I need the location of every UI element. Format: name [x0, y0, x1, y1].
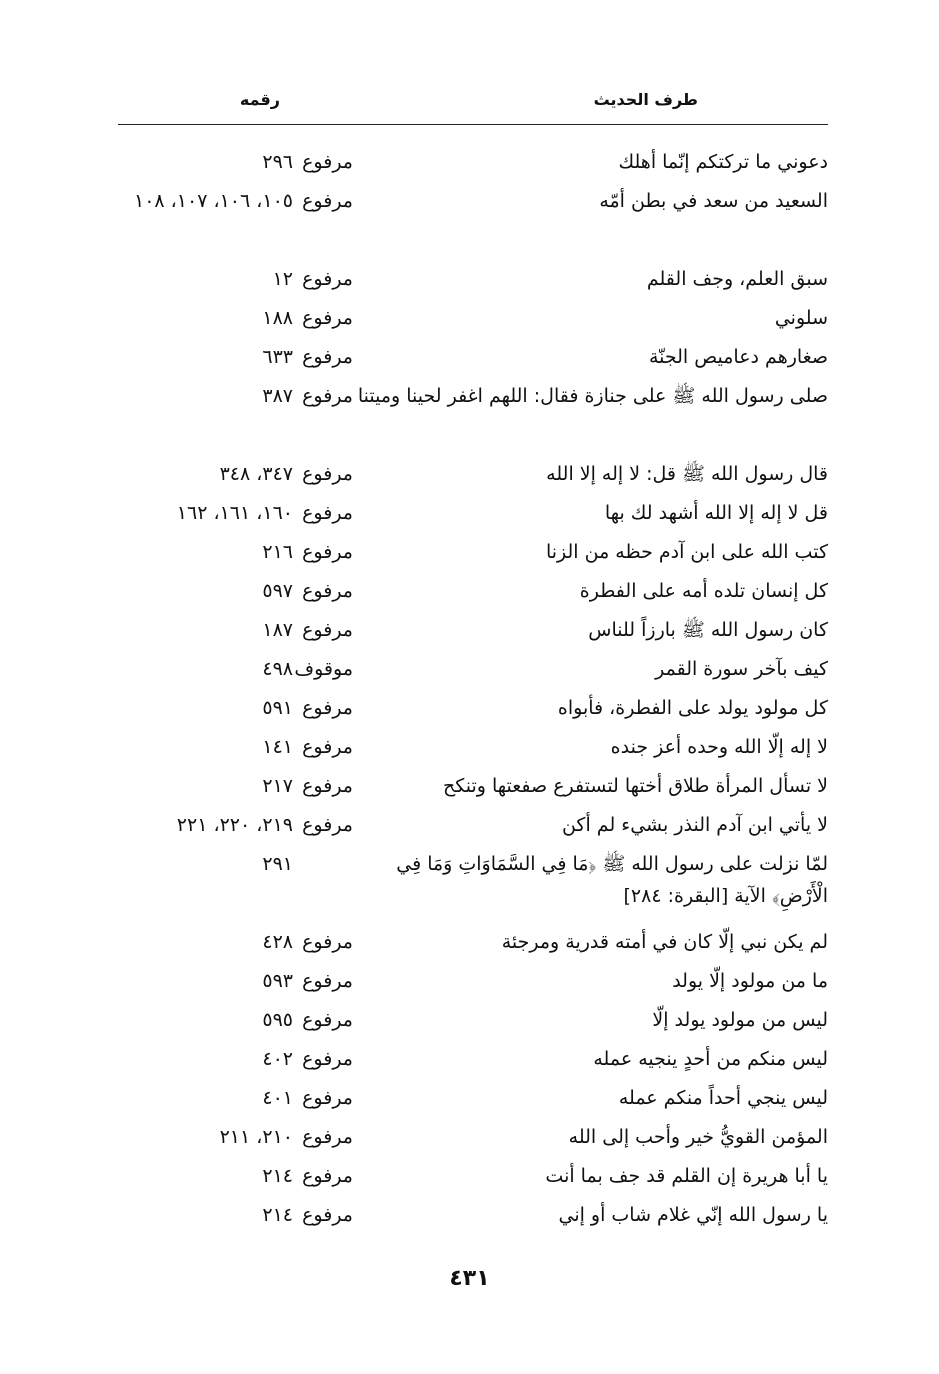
hadith-numbers: ٢١٩، ٢٢٠، ٢٢١ — [176, 814, 293, 836]
index-entry — [118, 573, 828, 612]
hadith-status: مرفوع — [302, 1204, 353, 1226]
hadith-numbers: ٢٩١ — [262, 853, 293, 875]
hadith-status: مرفوع — [302, 190, 353, 212]
hadith-status: مرفوع — [302, 1009, 353, 1031]
hadith-numbers: ٥٩٧ — [262, 580, 293, 602]
index-entry — [118, 1002, 828, 1041]
hadith-numbers: ٤٠٢ — [262, 1048, 293, 1070]
index-entry — [118, 651, 828, 690]
index-entry — [118, 495, 828, 534]
hadith-status: مرفوع — [302, 970, 353, 992]
hadith-text: كان رسول الله ﷺ بارزاً للناس — [588, 619, 828, 641]
hadith-status — [293, 846, 353, 848]
hadith-numbers: ٥٩٣ — [262, 970, 293, 992]
index-entry — [118, 300, 828, 339]
hadith-text: سبق العلم، وجف القلم — [646, 268, 828, 290]
hadith-status: مرفوع — [302, 814, 353, 836]
hadith-status: مرفوع — [302, 1087, 353, 1109]
hadith-numbers: ١٨٧ — [262, 619, 293, 641]
hadith-numbers: ٢١٠، ٢١١ — [219, 1126, 293, 1148]
hadith-text: لمّا نزلت على رسول الله ﷺ ﴿مَا فِي السَّمَاوَاتِ وَمَا فِي الْأَرْضِ﴾ الآية [البقرة: ٢٨٤] — [396, 853, 828, 907]
index-entry — [118, 924, 828, 963]
hadith-text: ليس من مولود يولد إلّا — [652, 1009, 828, 1031]
index-entry — [118, 729, 828, 768]
index-entry — [118, 339, 828, 378]
table-header — [118, 90, 828, 120]
hadith-text: كتب الله على ابن آدم حظه من الزنا — [545, 541, 828, 563]
hadith-text: السعيد من سعد في بطن أمّه — [599, 190, 828, 212]
hadith-text: لا إله إلّا الله وحده أعز جنده — [610, 736, 828, 758]
hadith-status: مرفوع — [302, 1126, 353, 1148]
index-entry — [118, 144, 828, 183]
hadith-text: ما من مولود إلّا يولد — [672, 970, 828, 992]
hadith-text: المؤمن القويُّ خير وأحب إلى الله — [568, 1126, 828, 1148]
hadith-text: ليس منكم من أحدٍ ينجيه عمله — [593, 1048, 828, 1070]
hadith-text: كيف بآخر سورة القمر — [655, 658, 828, 680]
hadith-numbers: ٤٢٨ — [262, 931, 293, 953]
hadith-numbers: ٦٣٣ — [262, 346, 293, 368]
hadith-numbers: ٢١٤ — [262, 1204, 293, 1226]
hadith-numbers: ٣٤٧، ٣٤٨ — [219, 463, 293, 485]
hadith-text: كل مولود يولد على الفطرة، فأبواه — [557, 697, 828, 719]
hadith-numbers: ٢٩٦ — [262, 151, 293, 173]
hadith-status: موقوف — [294, 658, 353, 680]
index-entry — [118, 1041, 828, 1080]
hadith-numbers: ٤٠١ — [262, 1087, 293, 1109]
index-entry — [118, 1119, 828, 1158]
hadith-numbers: ٤٩٨ — [262, 658, 293, 680]
hadith-text: دعوني ما تركتكم إنّما أهلك — [618, 151, 828, 173]
number-column-heading: رقمه — [239, 90, 280, 109]
index-entry — [118, 183, 828, 261]
hadith-text: كل إنسان تلده أمه على الفطرة — [579, 580, 828, 602]
hadith-status: مرفوع — [302, 307, 353, 329]
index-entry — [118, 456, 828, 495]
hadith-status: مرفوع — [302, 580, 353, 602]
index-entry — [118, 612, 828, 651]
hadith-status: مرفوع — [302, 268, 353, 290]
hadith-text: يا أبا هريرة إن القلم قد جف بما أنت — [545, 1165, 828, 1187]
hadith-text: لم يكن نبي إلّا كان في أمته قدرية ومرجئة — [501, 931, 828, 953]
hadith-status: مرفوع — [302, 541, 353, 563]
hadith-text: ليس ينجي أحداً منكم عمله — [618, 1087, 828, 1109]
hadith-numbers: ١٤١ — [262, 736, 293, 758]
index-entry — [118, 1080, 828, 1119]
hadith-status: مرفوع — [302, 931, 353, 953]
hadith-status: مرفوع — [302, 1048, 353, 1070]
hadith-numbers: ٢١٤ — [262, 1165, 293, 1187]
index-entry — [118, 963, 828, 1002]
hadith-text: صغارهم دعاميص الجنّة — [648, 346, 828, 368]
hadith-index-list — [118, 144, 828, 1236]
hadith-text: يا رسول الله إنّي غلام شاب أو إني — [558, 1204, 828, 1226]
index-entry — [118, 378, 828, 456]
hadith-numbers: ٥٩٥ — [262, 1009, 293, 1031]
hadith-status: مرفوع — [302, 1165, 353, 1187]
hadith-text: لا تسأل المرأة طلاق أختها لتستفرع صفعتها وتنكح — [442, 775, 828, 797]
hadith-status: مرفوع — [302, 736, 353, 758]
hadith-status: مرفوع — [302, 463, 353, 485]
index-entry — [118, 261, 828, 300]
hadith-status: مرفوع — [302, 385, 353, 407]
index-entry — [118, 1158, 828, 1197]
hadith-numbers: ١٢ — [272, 268, 293, 290]
hadith-numbers: ٣٨٧ — [262, 385, 293, 407]
index-entry — [118, 1197, 828, 1236]
hadith-numbers: ٢١٦ — [262, 541, 293, 563]
hadith-numbers: ٢١٧ — [262, 775, 293, 797]
hadith-text: لا يأتي ابن آدم النذر بشيء لم أكن — [561, 814, 828, 836]
hadith-status: مرفوع — [302, 346, 353, 368]
hadith-text: سلوني — [774, 307, 828, 329]
hadith-column-heading: طرف الحديث — [593, 90, 698, 109]
hadith-status: مرفوع — [302, 151, 353, 173]
index-entry — [118, 690, 828, 729]
hadith-text: صلى رسول الله ﷺ على جنازة فقال: اللهم اغفر لحينا وميتنا — [357, 385, 828, 407]
hadith-text: قل لا إله إلا الله أشهد لك بها — [604, 502, 828, 524]
index-entry — [118, 534, 828, 573]
hadith-text: قال رسول الله ﷺ قل: لا إله إلا الله — [546, 463, 828, 485]
hadith-numbers: ١٠٥، ١٠٦، ١٠٧، ١٠٨ — [133, 190, 293, 212]
hadith-status: مرفوع — [302, 697, 353, 719]
index-entry — [118, 846, 828, 924]
page-number: ٤٣١ — [449, 1266, 490, 1291]
hadith-numbers: ١٨٨ — [262, 307, 293, 329]
hadith-numbers: ٥٩١ — [262, 697, 293, 719]
header-divider — [118, 124, 828, 125]
index-entry — [118, 768, 828, 807]
hadith-status: مرفوع — [302, 775, 353, 797]
index-entry — [118, 807, 828, 846]
hadith-numbers: ١٦٠، ١٦١، ١٦٢ — [176, 502, 293, 524]
hadith-status: مرفوع — [302, 502, 353, 524]
hadith-status: مرفوع — [302, 619, 353, 641]
